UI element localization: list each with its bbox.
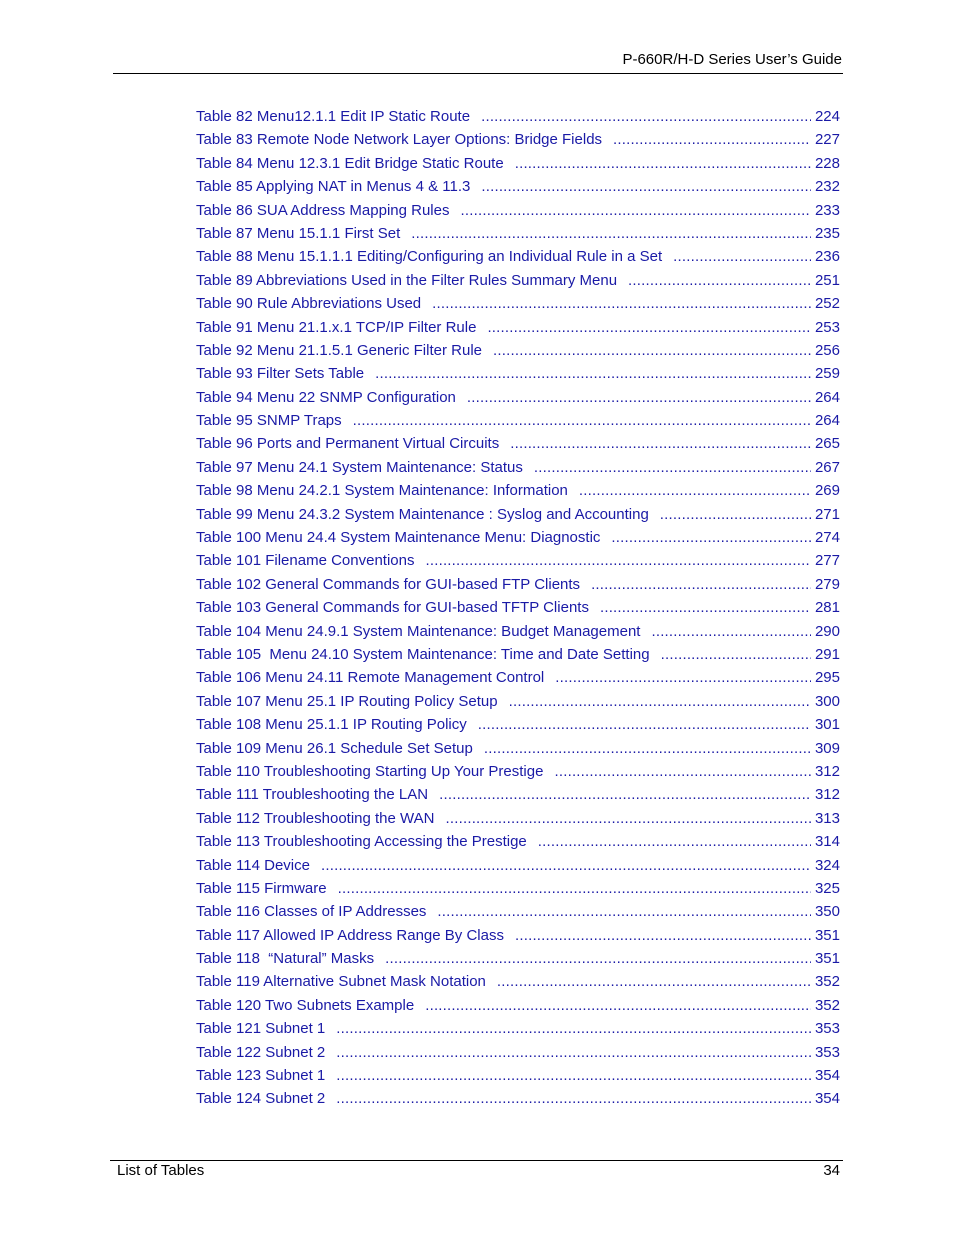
toc-entry <box>196 573 840 596</box>
dot-leader <box>493 339 811 362</box>
toc-entry-title: Table 87 Menu 15.1.1 First Set <box>196 224 401 242</box>
toc-entry <box>196 900 840 923</box>
dot-leader <box>481 175 811 198</box>
dot-leader <box>467 386 811 409</box>
toc-entry-title: Table 88 Menu 15.1.1.1 Editing/Configuring an Individual Rule in a Set <box>196 248 663 266</box>
toc-entry-page-number: 312 <box>814 786 840 804</box>
toc-entry <box>196 316 840 339</box>
toc-entry-link[interactable] <box>196 620 840 643</box>
toc-entry-page-number: 352 <box>814 996 840 1014</box>
toc-entry-link[interactable] <box>196 1017 840 1040</box>
toc-entry-page-number: 325 <box>814 879 840 897</box>
toc-entry-link[interactable] <box>196 409 840 432</box>
toc-entry-page-number: 314 <box>814 833 840 851</box>
toc-entry-link[interactable] <box>196 924 840 947</box>
toc-entry-title: Table 94 Menu 22 SNMP Configuration <box>196 388 456 406</box>
dot-leader <box>611 526 811 549</box>
toc-entry-link[interactable] <box>196 432 840 455</box>
toc-entry-title: Table 110 Troubleshooting Starting Up Your Prestige <box>196 762 544 780</box>
dot-leader <box>515 152 811 175</box>
dot-leader <box>336 1041 811 1064</box>
toc-entry-page-number: 232 <box>814 178 840 196</box>
toc-entry <box>196 362 840 385</box>
toc-entry-link[interactable] <box>196 690 840 713</box>
toc-entry-link[interactable] <box>196 713 840 736</box>
toc-entry-page-number: 277 <box>814 552 840 570</box>
toc-entry-title: Table 86 SUA Address Mapping Rules <box>196 201 450 219</box>
toc-entry <box>196 690 840 713</box>
toc-entry-page-number: 256 <box>814 341 840 359</box>
toc-entry-link[interactable] <box>196 760 840 783</box>
toc-entry-link[interactable] <box>196 175 840 198</box>
footer-page-number: 34 <box>823 1162 840 1179</box>
toc-entry-link[interactable] <box>196 737 840 760</box>
toc-entry-link[interactable] <box>196 222 840 245</box>
toc-entry <box>196 1087 840 1110</box>
dot-leader <box>554 760 811 783</box>
toc-entry-page-number: 290 <box>814 622 840 640</box>
toc-entry-link[interactable] <box>196 854 840 877</box>
toc-entry-page-number: 354 <box>814 1067 840 1085</box>
toc-entry-link[interactable] <box>196 994 840 1017</box>
dot-leader <box>336 1087 811 1110</box>
toc-entry-title: Table 104 Menu 24.9.1 System Maintenance: Budget Management <box>196 622 641 640</box>
toc-entry-link[interactable] <box>196 456 840 479</box>
toc-entry-page-number: 309 <box>814 739 840 757</box>
toc-entry-title: Table 124 Subnet 2 <box>196 1090 326 1108</box>
toc-entry-link[interactable] <box>196 386 840 409</box>
toc-entry-page-number: 312 <box>814 762 840 780</box>
toc-entry-title: Table 119 Alternative Subnet Mask Notation <box>196 973 486 991</box>
toc-entry-link[interactable] <box>196 128 840 151</box>
toc-entry <box>196 760 840 783</box>
toc-entry-link[interactable] <box>196 362 840 385</box>
toc-entry-page-number: 274 <box>814 529 840 547</box>
toc-entry-title: Table 91 Menu 21.1.x.1 TCP/IP Filter Rule <box>196 318 477 336</box>
toc-entry-title: Table 105 Menu 24.10 System Maintenance: Time and Date Setting <box>196 645 650 663</box>
dot-leader <box>439 783 811 806</box>
toc-entry-link[interactable] <box>196 316 840 339</box>
toc-entry-title: Table 90 Rule Abbreviations Used <box>196 295 422 313</box>
toc-entry-page-number: 252 <box>814 295 840 313</box>
toc-entry-page-number: 259 <box>814 365 840 383</box>
toc-entry <box>196 503 840 526</box>
toc-entry <box>196 1064 840 1087</box>
toc-entry-title: Table 82 Menu12.1.1 Edit IP Static Route <box>196 108 471 125</box>
toc-entry <box>196 783 840 806</box>
dot-leader <box>338 877 811 900</box>
dot-leader <box>411 222 811 245</box>
toc-entry-title: Table 89 Abbreviations Used in the Filter Rules Summary Menu <box>196 271 618 289</box>
toc-entry-title: Table 100 Menu 24.4 System Maintenance Menu: Diagnostic <box>196 529 601 547</box>
toc-entry-page-number: 227 <box>814 131 840 149</box>
toc-entry-link[interactable] <box>196 479 840 502</box>
toc-entry <box>196 994 840 1017</box>
toc-entry-title: Table 120 Two Subnets Example <box>196 996 415 1014</box>
toc-entry-link[interactable] <box>196 970 840 993</box>
dot-leader <box>385 947 811 970</box>
footer-divider <box>110 1160 843 1161</box>
toc-entry-link[interactable] <box>196 596 840 619</box>
toc-entry-link[interactable] <box>196 643 840 666</box>
dot-leader <box>538 830 811 853</box>
toc-entry-page-number: 352 <box>814 973 840 991</box>
toc-entry <box>196 222 840 245</box>
toc-entry-link[interactable] <box>196 783 840 806</box>
toc-entry <box>196 1041 840 1064</box>
dot-leader <box>579 479 811 502</box>
toc-entry-title: Table 85 Applying NAT in Menus 4 & 11.3 <box>196 178 471 196</box>
toc-entry-page-number: 235 <box>814 224 840 242</box>
dot-leader <box>437 900 811 923</box>
dot-leader <box>673 245 811 268</box>
toc-entry-link[interactable] <box>196 900 840 923</box>
toc-entry <box>196 292 840 315</box>
toc-entry-page-number: 351 <box>814 926 840 944</box>
dot-leader <box>591 573 811 596</box>
toc-entry <box>196 128 840 151</box>
dot-leader <box>478 713 811 736</box>
dot-leader <box>509 690 811 713</box>
toc-entry <box>196 713 840 736</box>
toc-entry <box>196 854 840 877</box>
toc-entry-title: Table 106 Menu 24.11 Remote Management Control <box>196 669 545 687</box>
toc-entry-page-number: 300 <box>814 692 840 710</box>
toc-entry-title: Table 114 Device <box>196 856 310 874</box>
toc-entry <box>196 245 840 268</box>
toc-entry-title: Table 116 Classes of IP Addresses <box>196 903 427 921</box>
toc-entry-title: Table 113 Troubleshooting Accessing the Prestige <box>196 833 527 851</box>
toc-entry-title: Table 122 Subnet 2 <box>196 1043 326 1061</box>
dot-leader <box>534 456 811 479</box>
toc-entry <box>196 386 840 409</box>
toc-entry-title: Table 115 Firmware <box>196 879 327 897</box>
dot-leader <box>600 596 811 619</box>
toc-entry-link[interactable] <box>196 105 840 128</box>
header-divider <box>113 73 843 74</box>
toc-entry-page-number: 324 <box>814 856 840 874</box>
dot-leader <box>432 292 811 315</box>
toc-entry-page-number: 353 <box>814 1043 840 1061</box>
dot-leader <box>515 924 811 947</box>
toc-entry-page-number: 353 <box>814 1020 840 1038</box>
dot-leader <box>484 737 811 760</box>
toc-entry-title: Table 83 Remote Node Network Layer Options: Bridge Fields <box>196 131 603 149</box>
toc-entry-title: Table 101 Filename Conventions <box>196 552 415 570</box>
toc-entry-link[interactable] <box>196 152 840 175</box>
dot-leader <box>510 432 811 455</box>
toc-entry-title: Table 95 SNMP Traps <box>196 412 342 430</box>
toc-entry-title: Table 112 Troubleshooting the WAN <box>196 809 435 827</box>
toc-entry-page-number: 279 <box>814 575 840 593</box>
toc-entry-page-number: 267 <box>814 458 840 476</box>
toc-entry-link[interactable] <box>196 947 840 970</box>
dot-leader <box>336 1064 811 1087</box>
toc-entry-page-number: 228 <box>814 154 840 172</box>
toc-entry-page-number: 233 <box>814 201 840 219</box>
dot-leader <box>425 549 811 572</box>
toc-entry-page-number: 351 <box>814 950 840 968</box>
toc-entry <box>196 105 840 128</box>
toc-entry-title: Table 108 Menu 25.1.1 IP Routing Policy <box>196 716 467 734</box>
dot-leader <box>460 199 810 222</box>
footer-section-title: List of Tables <box>117 1162 205 1179</box>
toc-entry-link[interactable] <box>196 807 840 830</box>
toc-entry <box>196 666 840 689</box>
toc-entry-link[interactable] <box>196 245 840 268</box>
toc-entry-page-number: 264 <box>814 388 840 406</box>
toc-entry-title: Table 111 Troubleshooting the LAN <box>196 786 429 804</box>
toc-entry-link[interactable] <box>196 666 840 689</box>
toc-entry-page-number: 253 <box>814 318 840 336</box>
toc-entry-page-number: 281 <box>814 599 840 617</box>
toc-entry-page-number: 313 <box>814 809 840 827</box>
toc-entry-title: Table 118 “Natural” Masks <box>196 950 375 968</box>
toc-entry <box>196 737 840 760</box>
dot-leader <box>555 666 811 689</box>
toc-entry <box>196 596 840 619</box>
toc-entry-title: Table 121 Subnet 1 <box>196 1020 326 1038</box>
toc-entry-title: Table 98 Menu 24.2.1 System Maintenance: Information <box>196 482 568 500</box>
toc-entry-title: Table 102 General Commands for GUI-based FTP Clients <box>196 575 581 593</box>
toc-entry <box>196 339 840 362</box>
list-of-tables <box>196 105 840 1111</box>
toc-entry-title: Table 93 Filter Sets Table <box>196 365 365 383</box>
dot-leader <box>481 105 811 128</box>
toc-entry-title: Table 123 Subnet 1 <box>196 1067 326 1085</box>
toc-entry-page-number: 264 <box>814 412 840 430</box>
toc-entry-link[interactable] <box>196 1087 840 1110</box>
toc-entry-page-number: 301 <box>814 716 840 734</box>
dot-leader <box>375 362 811 385</box>
toc-entry-link[interactable] <box>196 199 840 222</box>
toc-entry <box>196 479 840 502</box>
toc-entry-title: Table 117 Allowed IP Address Range By Class <box>196 926 504 944</box>
toc-entry <box>196 1017 840 1040</box>
toc-entry <box>196 877 840 900</box>
toc-entry <box>196 432 840 455</box>
toc-entry-page-number: 224 <box>814 108 840 125</box>
toc-entry-link[interactable] <box>196 877 840 900</box>
toc-entry <box>196 620 840 643</box>
toc-entry <box>196 409 840 432</box>
toc-entry <box>196 830 840 853</box>
toc-entry-link[interactable] <box>196 269 840 292</box>
toc-entry-link[interactable] <box>196 1064 840 1087</box>
dot-leader <box>651 620 811 643</box>
dot-leader <box>661 643 811 666</box>
toc-entry-page-number: 269 <box>814 482 840 500</box>
toc-entry-title: Table 103 General Commands for GUI-based TFTP Clients <box>196 599 589 617</box>
toc-entry <box>196 970 840 993</box>
dot-leader <box>353 409 811 432</box>
toc-entry <box>196 456 840 479</box>
toc-entry-link[interactable] <box>196 339 840 362</box>
dot-leader <box>613 128 811 151</box>
toc-entry-page-number: 295 <box>814 669 840 687</box>
dot-leader <box>487 316 811 339</box>
toc-entry-link[interactable] <box>196 292 840 315</box>
toc-entry-link[interactable] <box>196 830 840 853</box>
toc-entry-page-number: 265 <box>814 435 840 453</box>
toc-entry <box>196 526 840 549</box>
toc-entry-title: Table 99 Menu 24.3.2 System Maintenance : Syslog and Accounting <box>196 505 649 523</box>
toc-entry <box>196 947 840 970</box>
toc-entry-title: Table 97 Menu 24.1 System Maintenance: Status <box>196 458 523 476</box>
toc-entry-link[interactable] <box>196 503 840 526</box>
toc-entry-link[interactable] <box>196 526 840 549</box>
toc-entry-link[interactable] <box>196 573 840 596</box>
toc-entry-link[interactable] <box>196 549 840 572</box>
toc-entry-page-number: 354 <box>814 1090 840 1108</box>
toc-entry-page-number: 236 <box>814 248 840 266</box>
toc-entry-title: Table 109 Menu 26.1 Schedule Set Setup <box>196 739 473 757</box>
dot-leader <box>336 1017 811 1040</box>
toc-entry <box>196 175 840 198</box>
document-title: P-660R/H-D Series User’s Guide <box>622 51 842 68</box>
toc-entry <box>196 199 840 222</box>
toc-entry-title: Table 107 Menu 25.1 IP Routing Policy Setup <box>196 692 498 710</box>
dot-leader <box>497 970 811 993</box>
toc-entry-page-number: 271 <box>814 505 840 523</box>
toc-entry-title: Table 92 Menu 21.1.5.1 Generic Filter Rule <box>196 341 482 359</box>
toc-entry-title: Table 96 Ports and Permanent Virtual Circuits <box>196 435 500 453</box>
toc-entry <box>196 152 840 175</box>
toc-entry <box>196 643 840 666</box>
toc-entry-page-number: 350 <box>814 903 840 921</box>
toc-entry-page-number: 291 <box>814 645 840 663</box>
toc-entry <box>196 924 840 947</box>
toc-entry-page-number: 251 <box>814 271 840 289</box>
toc-entry <box>196 807 840 830</box>
toc-entry <box>196 269 840 292</box>
dot-leader <box>425 994 811 1017</box>
dot-leader <box>628 269 811 292</box>
toc-entry-link[interactable] <box>196 1041 840 1064</box>
dot-leader <box>445 807 810 830</box>
toc-entry <box>196 549 840 572</box>
dot-leader <box>321 854 811 877</box>
dot-leader <box>660 503 811 526</box>
toc-entry-title: Table 84 Menu 12.3.1 Edit Bridge Static Route <box>196 154 504 172</box>
